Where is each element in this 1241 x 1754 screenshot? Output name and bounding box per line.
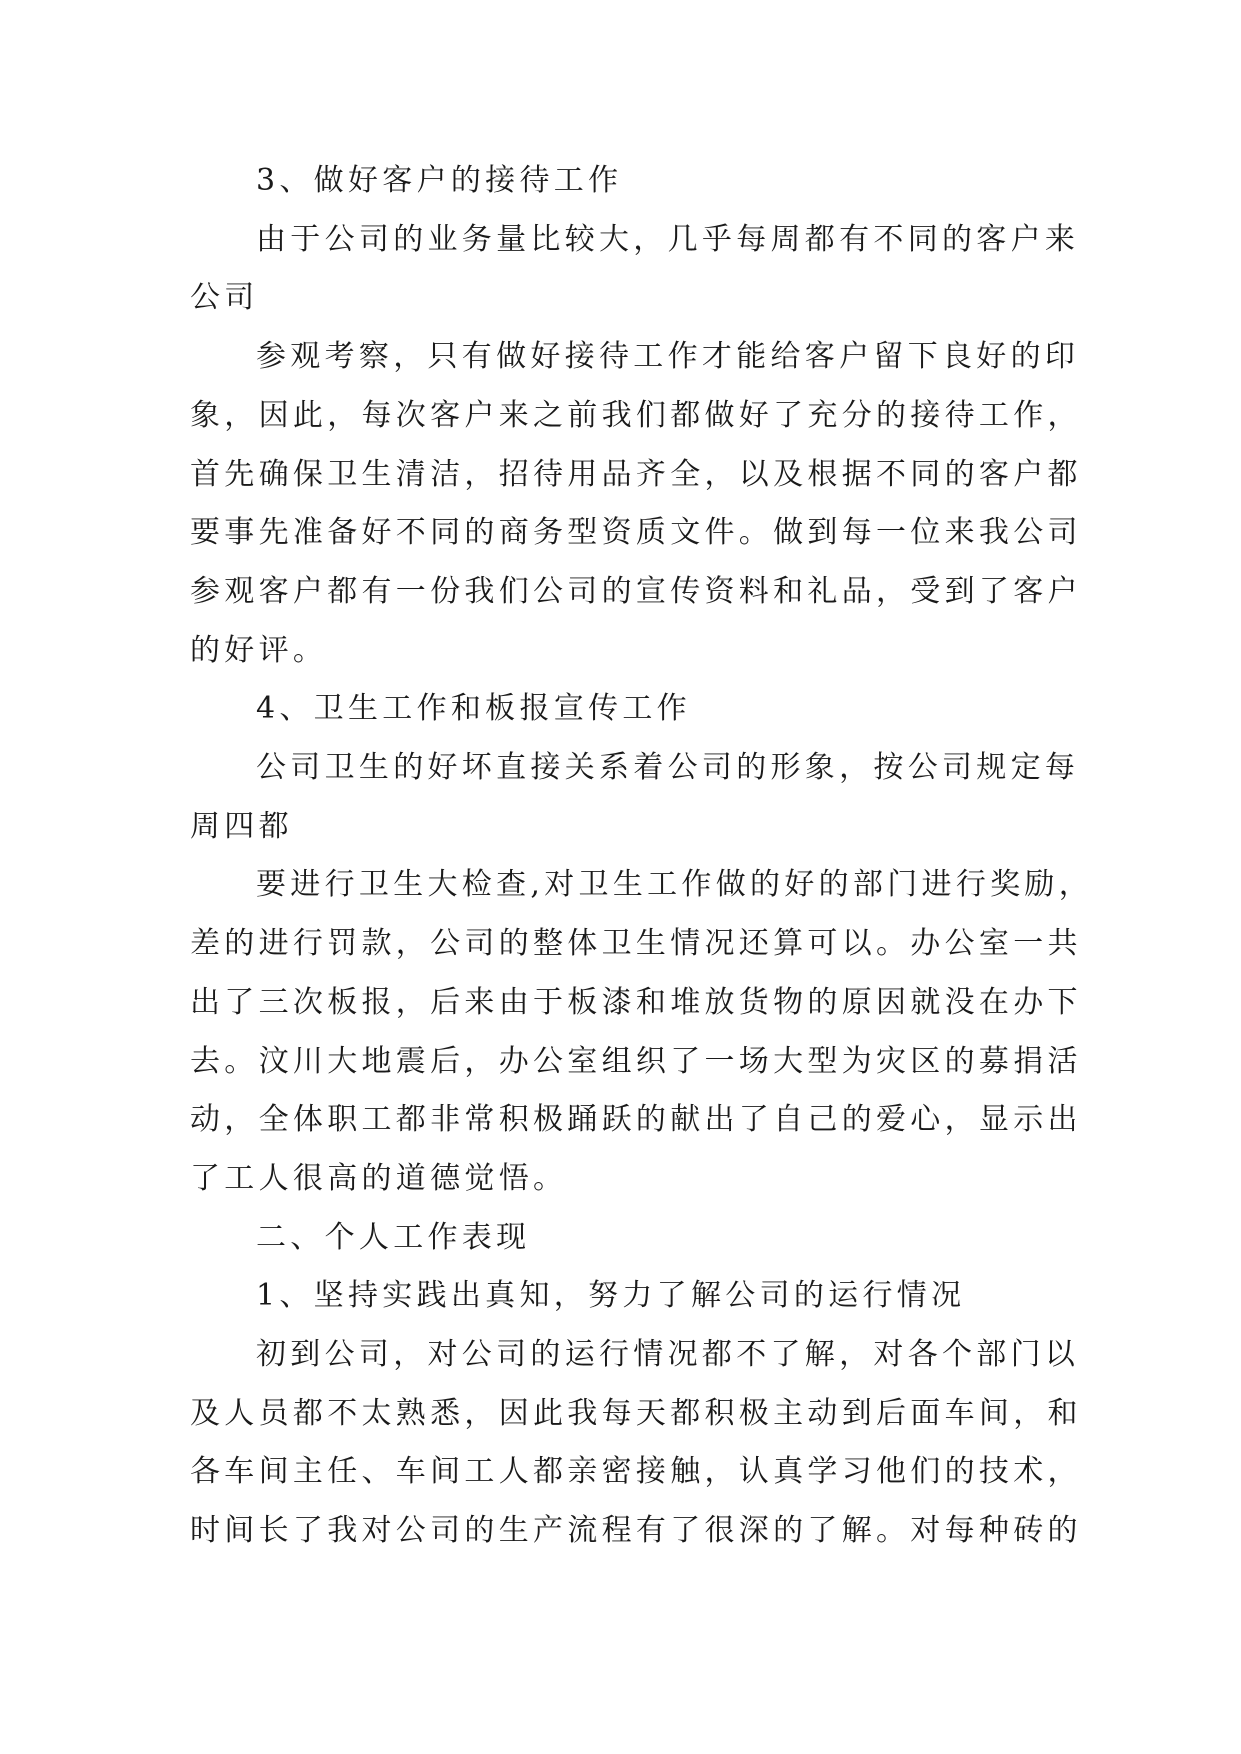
text-line: 由于公司的业务量比较大，几乎每周都有不同的客户来 [256,221,1080,257]
text-line: 动，全体职工都非常积极踊跃的献出了自己的爱心，显示出 [190,1102,1082,1138]
text-line: 各车间主任、车间工人都亲密接触，认真学习他们的技术， [190,1454,1082,1490]
text-line: 的好评。 [190,632,328,668]
text-line: 公司卫生的好坏直接关系着公司的形象，按公司规定每 [256,750,1080,786]
text-line: 二、个人工作表现 [256,1219,531,1255]
text-line: 首先确保卫生清洁，招待用品齐全，以及根据不同的客户都 [190,456,1082,492]
text-line: 1、坚持实践出真知，努力了解公司的运行情况 [256,1278,966,1314]
text-line: 象，因此，每次客户来之前我们都做好了充分的接待工作， [190,397,1082,433]
text-line: 差的进行罚款，公司的整体卫生情况还算可以。办公室一共 [190,926,1082,962]
text-line: 初到公司，对公司的运行情况都不了解，对各个部门以 [256,1337,1080,1373]
text-line: 要事先准备好不同的商务型资质文件。做到每一位来我公司 [190,515,1082,551]
text-line: 4、卫生工作和板报宣传工作 [256,691,691,727]
text-line: 参观客户都有一份我们公司的宣传资料和礼品，受到了客户 [190,573,1082,609]
text-line: 及人员都不太熟悉，因此我每天都积极主动到后面车间，和 [190,1395,1082,1431]
text-line: 要进行卫生大检查,对卫生工作做的好的部门进行奖励， [256,867,1094,903]
text-line: 参观考察，只有做好接待工作才能给客户留下良好的印 [256,339,1080,375]
text-line: 了工人很高的道德觉悟。 [190,1160,568,1196]
text-line: 时间长了我对公司的生产流程有了很深的了解。对每种砖的 [190,1513,1082,1549]
text-line: 去。汶川大地震后，办公室组织了一场大型为灾区的募捐活 [190,1043,1082,1079]
text-line: 周四都 [190,808,293,844]
text-line: 公司 [190,280,259,316]
text-line: 3、做好客户的接待工作 [256,163,623,198]
text-line: 出了三次板报，后来由于板漆和堆放货物的原因就没在办下 [190,984,1082,1020]
document-body [190,152,1094,1561]
